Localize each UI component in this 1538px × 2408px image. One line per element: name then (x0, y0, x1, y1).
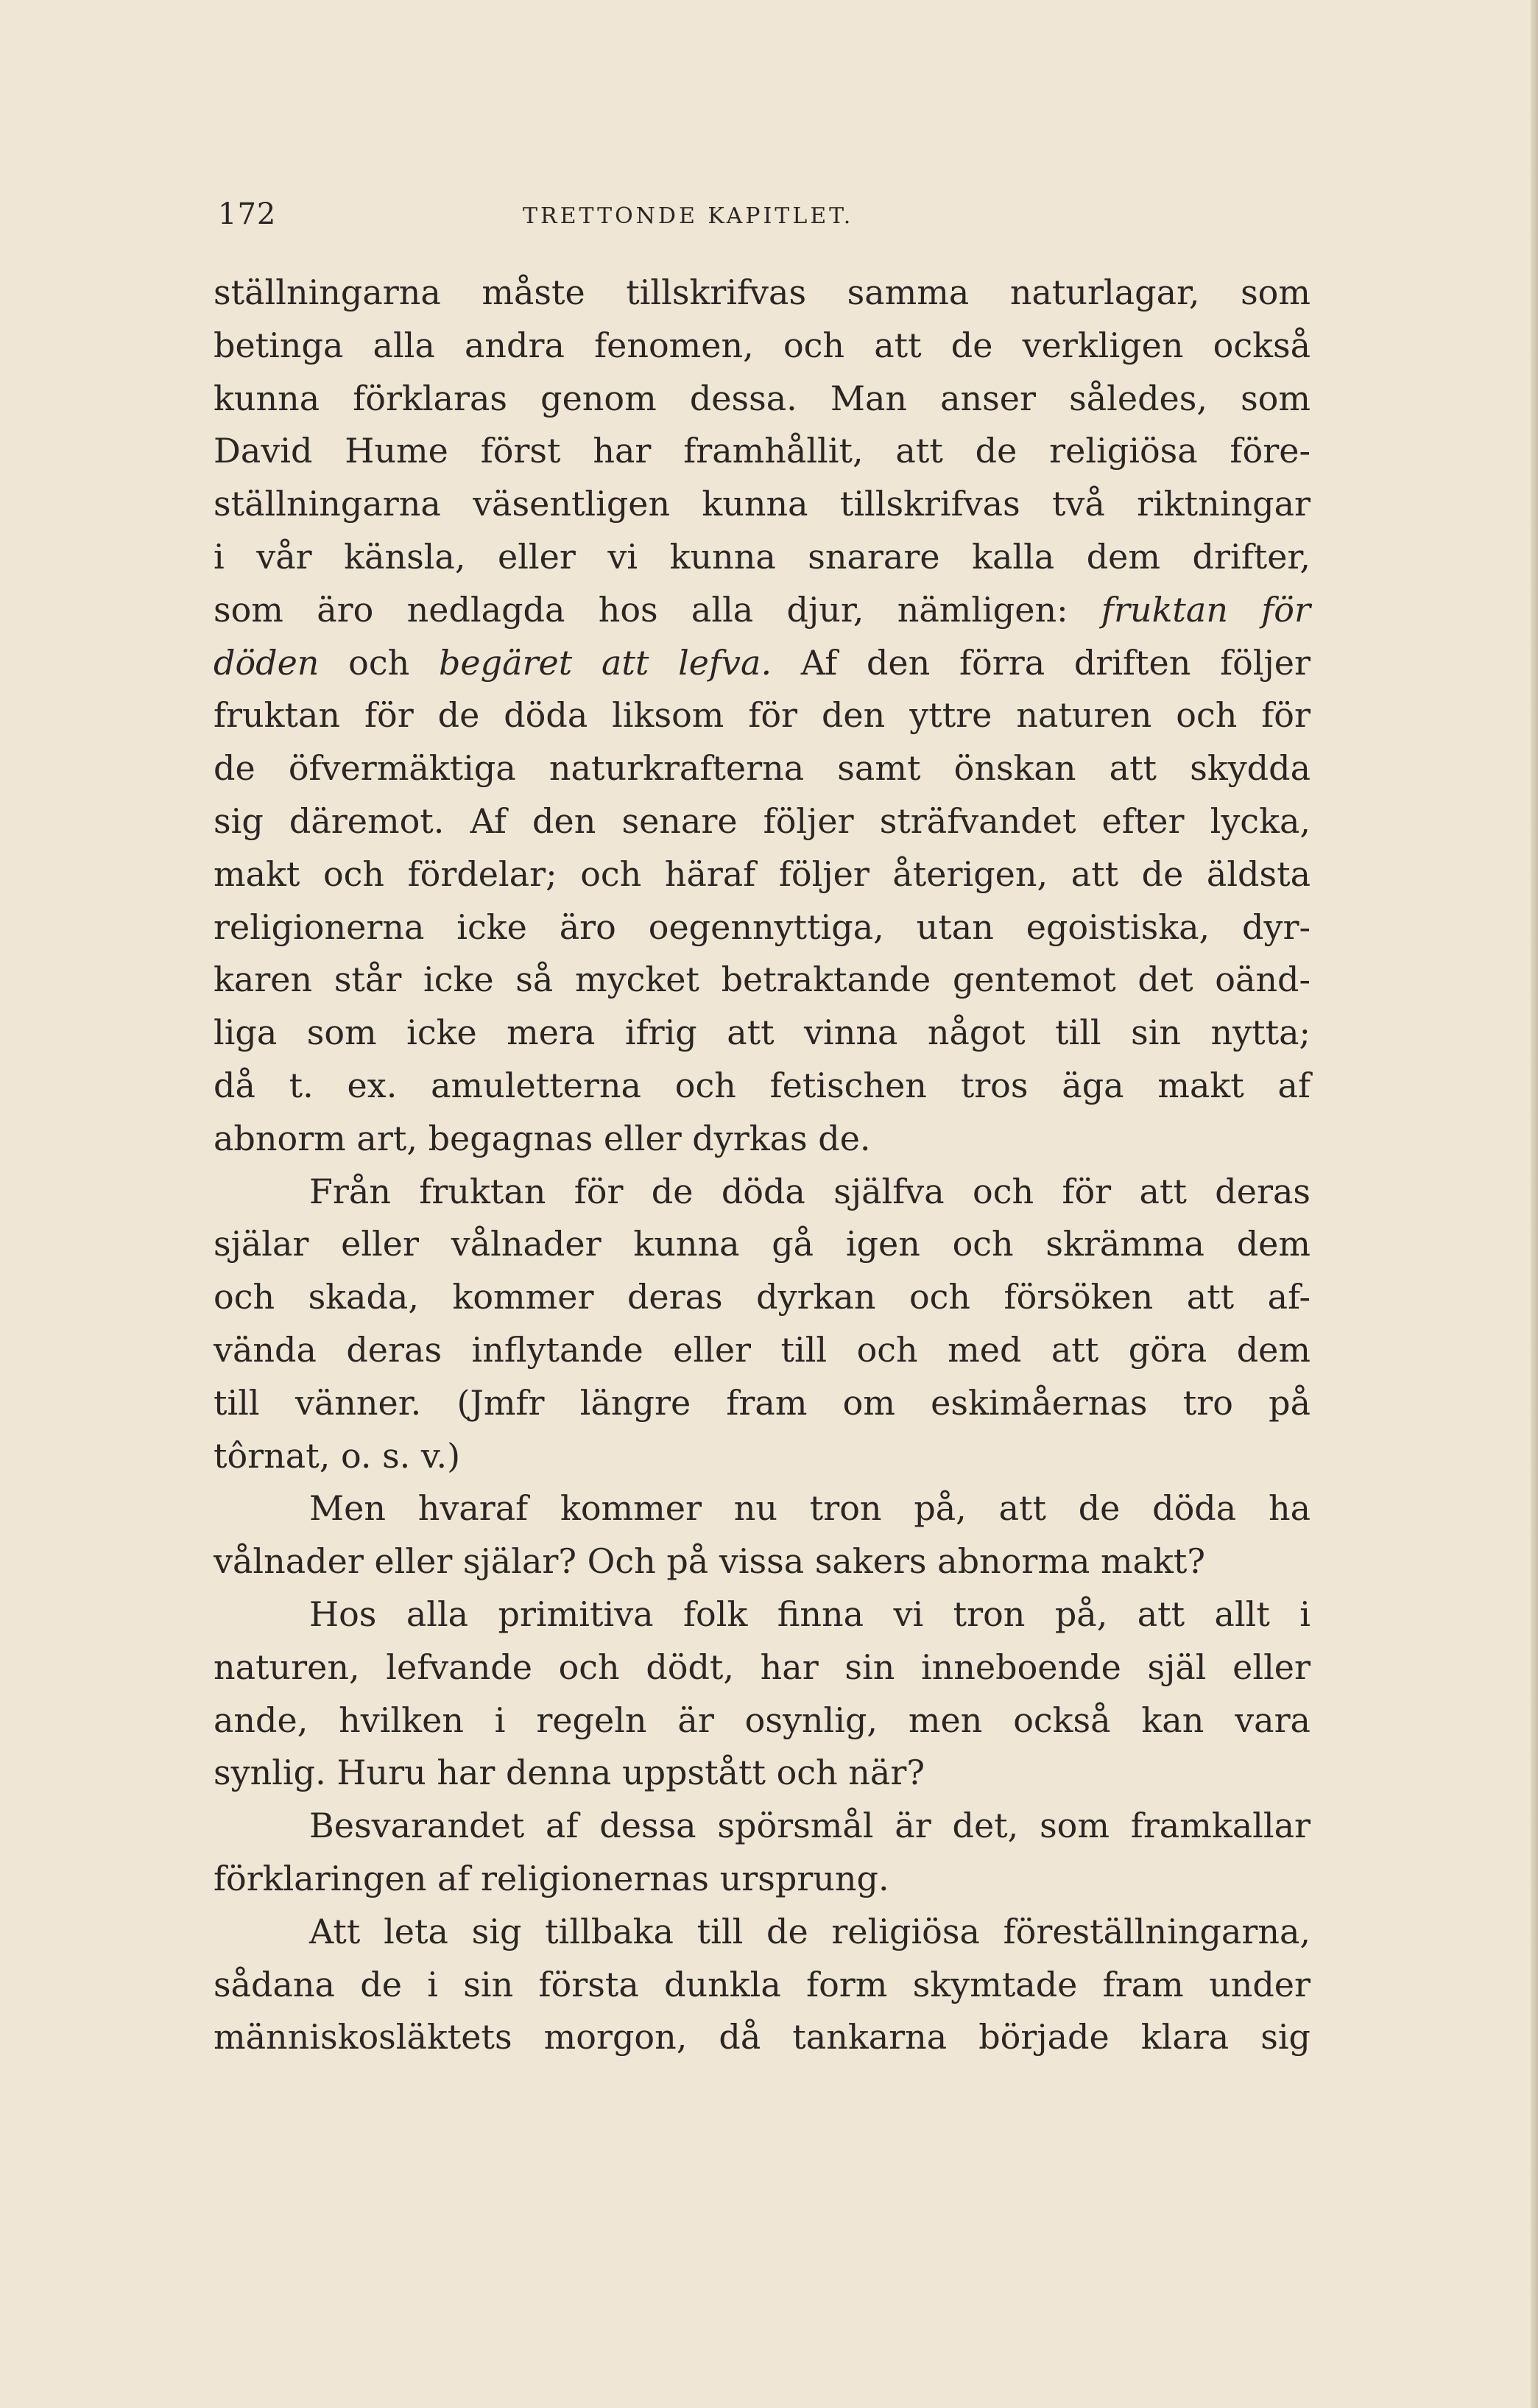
text-line (214, 637, 1311, 690)
page-edge (1531, 0, 1538, 2408)
text-line: då t. ex. amuletterna och fetischen tros äga makt af (214, 1065, 1311, 1105)
text-line (214, 584, 1311, 637)
text-span: som äro nedlagda hos alla djur, nämligen: (214, 589, 1101, 630)
text-line: abnorm art, begagnas eller dyrkas de. (214, 1118, 871, 1158)
text-span: Af den förra driften följer (772, 642, 1311, 683)
text-line: kunna förklaras genom dessa. Man anser således, som (214, 378, 1311, 418)
text-line: sådana de i sin första dunkla form skymtade fram under (214, 1964, 1311, 2004)
text-line: David Hume först har framhållit, att de religiösa före- (214, 431, 1311, 471)
text-line: Men hvaraf kommer nu tron på, att de döda ha (309, 1488, 1311, 1529)
text-line: liga som icke mera ifrig att vinna något till sin nytta; (214, 1013, 1311, 1053)
text-line: fruktan för de döda liksom för den yttre naturen och för (214, 695, 1311, 736)
page-number: 172 (218, 197, 277, 231)
text-line: och skada, kommer deras dyrkan och försöken att af- (214, 1277, 1311, 1317)
text-line: vända deras inflytande eller till och med att göra dem (214, 1329, 1311, 1370)
text-line: tôrnat, o. s. v.) (214, 1435, 461, 1476)
chapter-title: TRETTONDE KAPITLET. (523, 203, 854, 229)
text-line: de öfvermäktiga naturkrafterna samt önskan att skydda (214, 748, 1311, 789)
text-line: själar eller vålnader kunna gå igen och skrämma dem (214, 1224, 1311, 1264)
text-line: betinga alla andra fenomen, och att de verkligen också (214, 325, 1311, 365)
text-line: ställningarna väsentligen kunna tillskrifvas två riktningar (214, 484, 1311, 524)
text-line: Hos alla primitiva folk finna vi tron på, att allt i (309, 1594, 1311, 1634)
text-line: sig däremot. Af den senare följer sträfvandet efter lycka, (214, 800, 1311, 841)
text-line: till vänner. (Jmfr längre fram om eskimåernas tro på (214, 1382, 1311, 1423)
text-line: människosläktets morgon, då tankarna började klara sig (214, 2017, 1311, 2057)
text-line: naturen, lefvande och dödt, har sin inneboende själ eller (214, 1647, 1311, 1687)
body-text (214, 267, 1311, 2064)
text-line: ande, hvilken i regeln är osynlig, men också kan vara (214, 1700, 1311, 1740)
text-line: synlig. Huru har denna uppstått och när? (214, 1753, 925, 1793)
text-line: karen står icke så mycket betraktande gentemot det oänd- (214, 960, 1311, 1000)
italic-phrase: begäret att lefva. (438, 642, 772, 683)
text-line: religionerna icke äro oegennyttiga, utan egoistiska, dyr- (214, 906, 1311, 947)
text-line: vålnader eller själar? Och på vissa sakers abnorma makt? (214, 1541, 1206, 1582)
running-head (214, 197, 1311, 242)
text-line: ställningarna måste tillskrifvas samma naturlagar, som (214, 272, 1311, 312)
text-line: makt och fördelar; och häraf följer återigen, att de äldsta (214, 853, 1311, 894)
italic-phrase: fruktan för (1101, 589, 1311, 630)
text-line: förklaringen af religionernas ursprung. (214, 1858, 889, 1898)
text-line: Besvarandet af dessa spörsmål är det, som framkallar (309, 1806, 1311, 1846)
text-line: i vår känsla, eller vi kunna snarare kalla dem drifter, (214, 536, 1311, 577)
text-span: och (319, 642, 439, 683)
text-line: Från fruktan för de döda själfva och för att deras (309, 1171, 1311, 1211)
italic-phrase: döden (214, 642, 320, 683)
text-line: Att leta sig tillbaka till de religiösa föreställningarna, (309, 1911, 1311, 1951)
